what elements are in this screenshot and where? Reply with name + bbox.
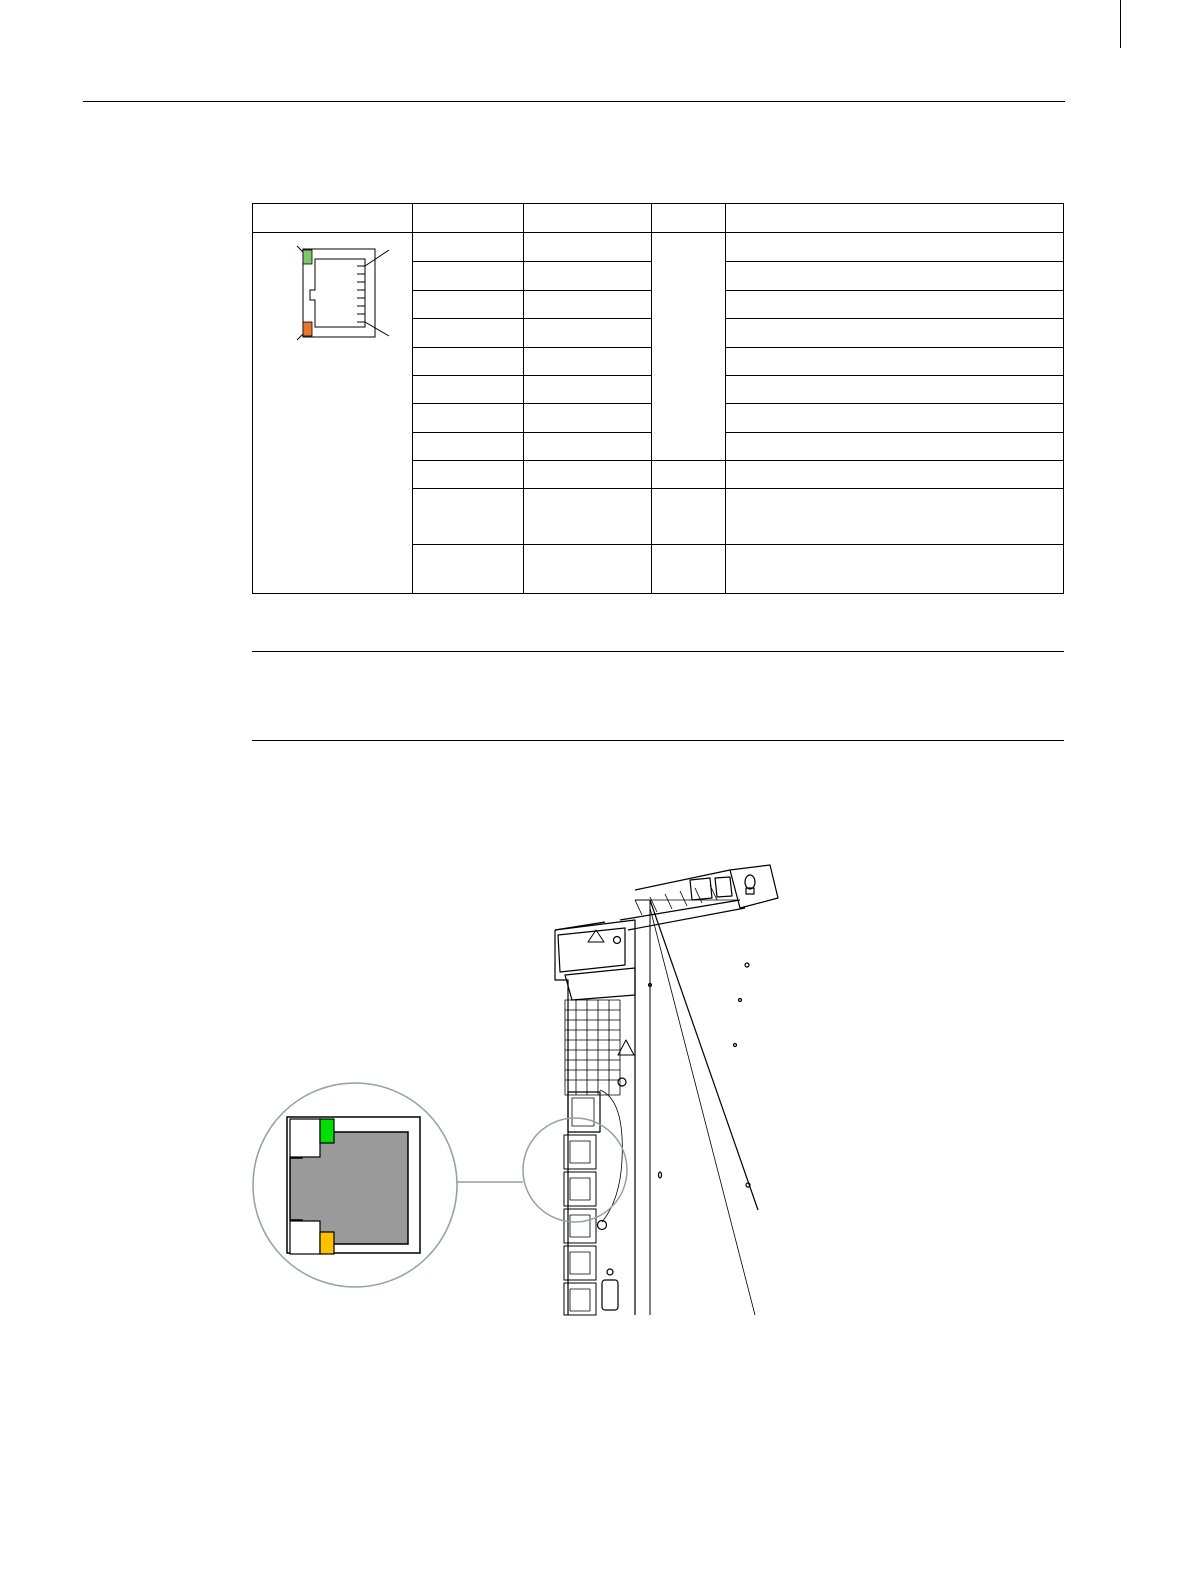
table-column-divider <box>523 204 524 593</box>
table-row-rule <box>412 544 1063 545</box>
table-header-cell <box>413 204 523 232</box>
table-row-rule <box>412 261 651 262</box>
table-column-divider <box>412 204 413 593</box>
table-row-rule <box>412 488 1063 489</box>
connector-pin-table <box>252 203 1064 594</box>
top-led-magnified-icon <box>320 1119 334 1143</box>
table-header-rule <box>253 232 1063 233</box>
table-header-cell <box>253 204 412 232</box>
note-top-rule <box>252 651 1064 652</box>
table-column-divider <box>651 204 652 593</box>
table-row-rule <box>412 460 1063 461</box>
table-row-rule <box>412 318 651 319</box>
table-row-rule <box>725 347 1063 348</box>
bottom-led-magnified-icon <box>320 1232 334 1254</box>
table-row-rule <box>725 290 1063 291</box>
header-rule <box>83 101 1065 102</box>
device-figure <box>250 860 810 1320</box>
table-row-rule <box>725 432 1063 433</box>
table-row-rule <box>725 261 1063 262</box>
table-row-rule <box>412 290 651 291</box>
page-tab-marker <box>1120 0 1191 48</box>
led-magnifier-callout <box>253 1083 627 1287</box>
table-row-rule <box>725 375 1063 376</box>
table-row-rule <box>725 403 1063 404</box>
table-header-cell <box>652 204 725 232</box>
note-bottom-rule <box>252 740 1064 741</box>
note-text <box>252 660 1064 732</box>
table-row-rule <box>412 347 651 348</box>
table-header-cell <box>524 204 651 232</box>
rj45-socket-drawing <box>293 244 393 344</box>
top-led-icon <box>303 250 312 264</box>
table-row-rule <box>412 432 651 433</box>
table-row-rule <box>725 318 1063 319</box>
bottom-led-icon <box>303 322 312 336</box>
table-column-divider <box>725 204 726 593</box>
table-row-rule <box>412 403 651 404</box>
table-header-cell <box>726 204 1063 232</box>
table-row-rule <box>412 375 651 376</box>
